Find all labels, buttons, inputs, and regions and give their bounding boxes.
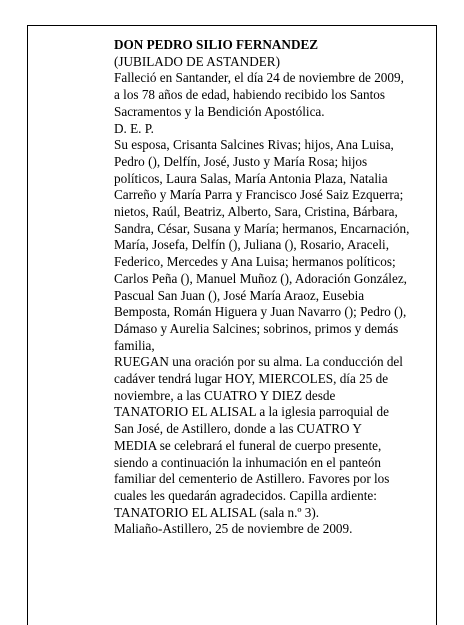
family-line: Pedro (), Delfín, José, Justo y María Rosa; hijos (114, 153, 368, 169)
ruegan-line: TANATORIO EL ALISAL a la iglesia parroquial de (114, 404, 389, 420)
ruegan-line: noviembre, a las CUATRO Y DIEZ desde (114, 387, 336, 403)
family-line: Pascual San Juan (), José María Araoz, Eusebia (114, 287, 365, 303)
ruegan-line: cadáver tendrá lugar HOY, MIERCOLES, día 25 de (114, 371, 389, 387)
family-line: Federico, Mercedes y Ana Luisa; hermanos políticos; (114, 254, 396, 270)
family-line: María, Josefa, Delfín (), Juliana (), Rosario, Araceli, (114, 237, 390, 253)
deceased-name: DON PEDRO SILIO FERNANDEZ (114, 37, 319, 52)
deceased-subtitle: (JUBILADO DE ASTANDER) (114, 53, 280, 69)
ruegan-line: siendo a continuación la inhumación en el panteón (114, 454, 381, 470)
family-line: Bemposta, Román Higuera y Juan Navarro (); Pedro (), (114, 304, 407, 320)
death-line: Falleció en Santander, el día 24 de noviembre de 2009, (114, 70, 404, 86)
dep-line: D. E. P. (114, 120, 154, 136)
ruegan-line: cuales les quedarán agradecidos. Capilla ardiente: (114, 487, 377, 503)
family-line: Carlos Peña (), Manuel Muñoz (), Adoración González, (114, 270, 407, 286)
family-line: familia, (114, 337, 155, 353)
ruegan-line: RUEGAN una oración por su alma. La conducción del (114, 354, 403, 370)
ruegan-line: familiar del cementerio de Astillero. Favores por los (114, 471, 390, 487)
family-line: políticos, Laura Salas, María Antonia Plaza, Natalia (114, 170, 388, 186)
family-line: Carreño y María Parra y Francisco José Saiz Ezquerra; (114, 187, 404, 203)
obituary-notice (114, 37, 434, 538)
death-line: Sacramentos y la Bendición Apostólica. (114, 103, 325, 119)
family-line: Dámaso y Aurelia Salcines; sobrinos, primos y demás (114, 320, 399, 336)
family-line: nietos, Raúl, Beatriz, Alberto, Sara, Cristina, Bárbara, (114, 204, 398, 220)
family-line: Su esposa, Crisanta Salcines Rivas; hijos, Ana Luisa, (114, 137, 394, 153)
ruegan-line: TANATORIO EL ALISAL (sala n.º 3). (114, 504, 320, 520)
death-line: a los 78 años de edad, habiendo recibido los Santos (114, 87, 386, 103)
family-line: Sandra, César, Susana y María; hermanos, Encarnación, (114, 220, 410, 236)
ruegan-line: San José, de Astillero, donde a las CUATRO Y (114, 421, 362, 437)
ruegan-line: MEDIA se celebrará el funeral de cuerpo presente, (114, 437, 382, 453)
place-date-line: Maliaño-Astillero, 25 de noviembre de 2009. (114, 521, 353, 537)
